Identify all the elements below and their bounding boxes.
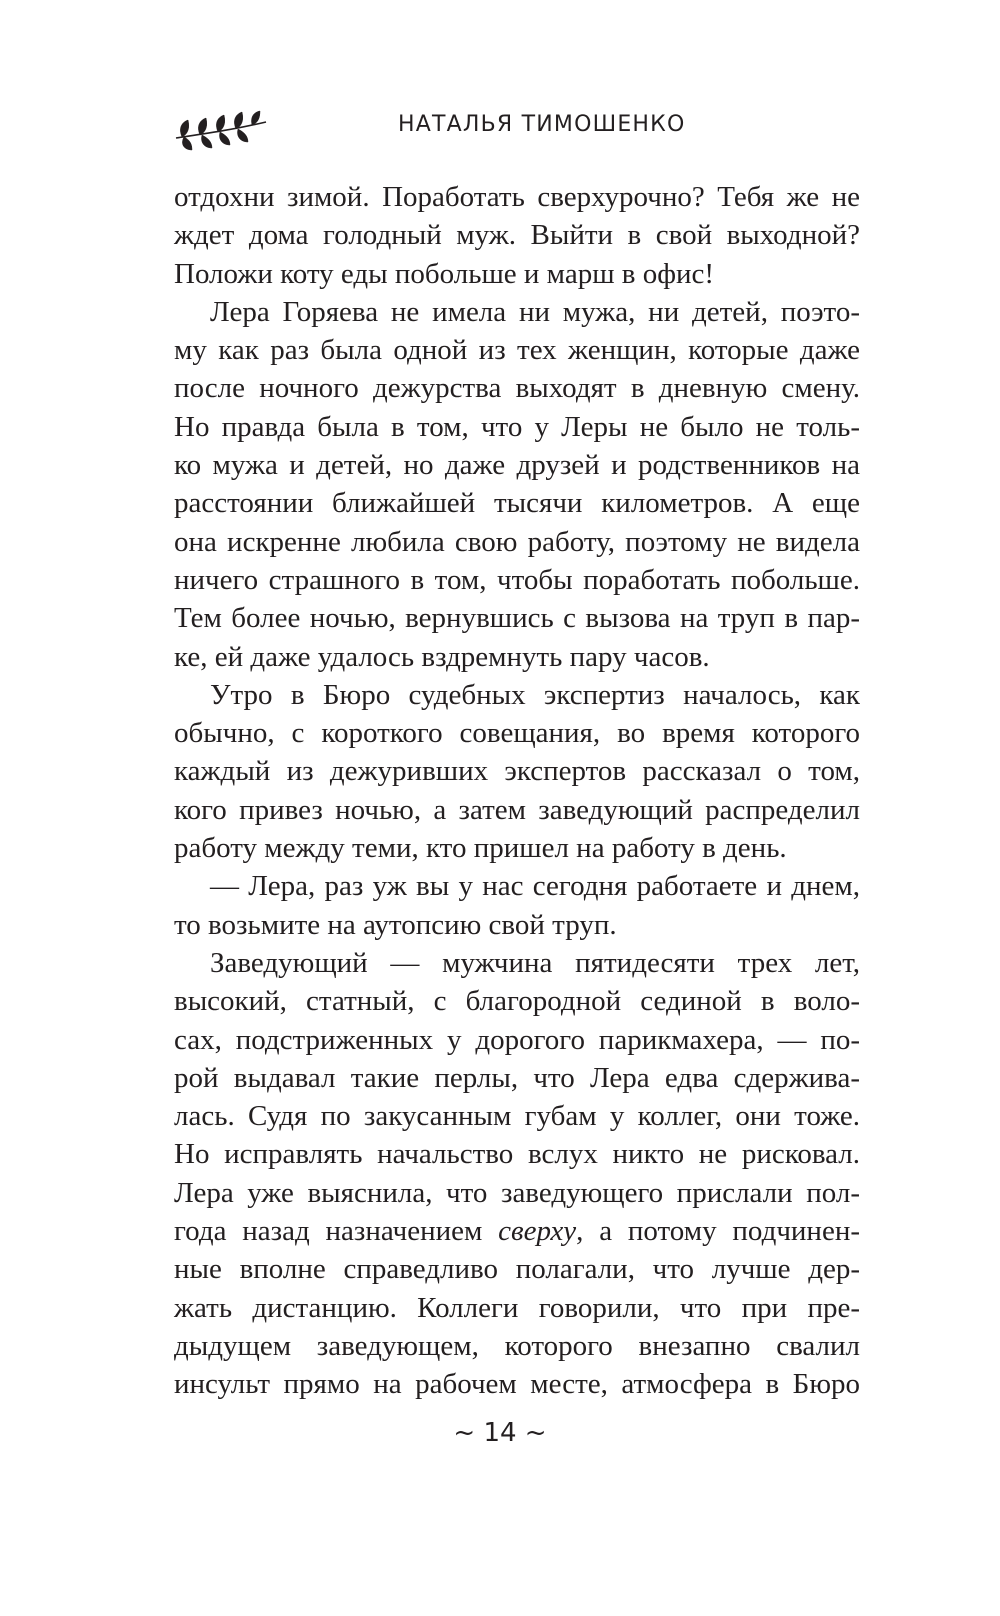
text-line [174,752,860,790]
text-line [174,1365,860,1403]
text-line [174,1097,860,1135]
leaf-branch-ornament-icon [172,104,270,154]
text-line-content: — Лера, раз уж вы у нас сегодня работаете и днем, [210,870,860,903]
text-line [174,331,860,369]
text-line-content: Но правда была в том, что у Леры не было не толь- [174,410,860,443]
author-name: НАТАЛЬЯ ТИМОШЕНКО [398,112,686,137]
text-line-content: сах, подстриженных у дорогого парикмахера, — по- [174,1023,860,1056]
text-line-content: то возьмите на аутопсию свой труп. [174,908,617,941]
text-line-content: года назад назначением [174,1215,499,1248]
text-line [174,906,860,944]
text-line-content: она искренне любила свою работу, поэтому не видела [174,525,860,558]
text-line-content: Утро в Бюро судебных экспертиз началось, как [210,678,860,711]
text-line [174,1059,860,1097]
text-line [174,867,860,905]
text-line-content: отдохни зимой. Поработать сверхурочно? Тебя же не [174,181,860,213]
text-line-content: му как раз была одной из тех женщин, которые даже [174,334,860,367]
text-line-content: рой выдавал такие перлы, что Лера едва сдержива- [174,1061,860,1094]
text-line-content: дыдущем заведующем, которого внезапно свалил [174,1329,860,1362]
text-line-continuation: , а потому подчинен- [576,1215,860,1248]
text-line-content: обычно, с короткого совещания, во время которого [174,717,860,750]
text-line [174,1021,860,1059]
text-line [174,944,860,982]
text-line-content: ко мужа и детей, но даже друзей и родственников на [174,449,860,482]
body-text [174,178,860,1404]
italic-emphasis: сверху [498,1215,577,1248]
text-line-content: кого привез ночью, а затем заведующий распределил [174,793,860,826]
text-line-content: Заведующий — мужчина пятидесяти трех лет, [210,946,860,979]
text-line-content: высокий, статный, с благородной сединой в воло- [174,985,860,1018]
text-line-content: Но исправлять начальство вслух никто не рисковал. [174,1138,860,1171]
running-header [172,104,832,154]
text-line-content: ные вполне справедливо полагали, что лучше дер- [174,1253,860,1286]
text-line [174,408,860,446]
text-line-content: работу между теми, кто пришел на работу в день. [174,832,787,865]
text-line-content: ничего страшного в том, чтобы поработать побольше. [174,563,860,596]
text-line [174,178,860,216]
text-line [174,638,860,676]
text-line [174,255,860,293]
text-line-content: Лера Горяева не имела ни мужа, ни детей, поэто- [210,295,860,328]
text-line-content: Положи коту еды побольше и марш в офис! [174,257,715,290]
text-line [174,714,860,752]
text-line-content: Лера уже выяснила, что заведующего прислали пол- [174,1176,860,1209]
text-line-content: Тем более ночью, вернувшись с вызова на труп в пар- [174,602,860,635]
text-line-content: ждет дома голодный муж. Выйти в свой выходной? [174,219,860,252]
text-line [174,1135,860,1173]
text-line [174,791,860,829]
text-line [174,1212,860,1250]
text-line-content: жать дистанцию. Коллеги говорили, что при пре- [174,1291,860,1324]
text-line [174,446,860,484]
text-line [174,599,860,637]
text-line [174,1327,860,1365]
text-line [174,1289,860,1327]
text-line [174,369,860,407]
text-line [174,1174,860,1212]
page-number: ~ 14 ~ [453,1418,547,1448]
text-line-content: расстоянии ближайшей тысячи километров. А еще [174,487,860,520]
text-line-content: лась. Судя по закусанным губам у коллег, они тоже. [174,1100,860,1133]
text-line [174,676,860,714]
text-line [174,982,860,1020]
text-line-content: после ночного дежурства выходят в дневную смену. [174,372,860,405]
text-line [174,829,860,867]
text-line [174,293,860,331]
text-line [174,523,860,561]
text-line [174,484,860,522]
text-line [174,216,860,254]
text-line-content: каждый из дежуривших экспертов рассказал о том, [174,755,860,788]
text-line [174,1250,860,1288]
text-line-content: ке, ей даже удалось вздремнуть пару часов. [174,640,710,673]
text-line [174,561,860,599]
text-line-content: инсульт прямо на рабочем месте, атмосфера в Бюро [174,1368,860,1401]
